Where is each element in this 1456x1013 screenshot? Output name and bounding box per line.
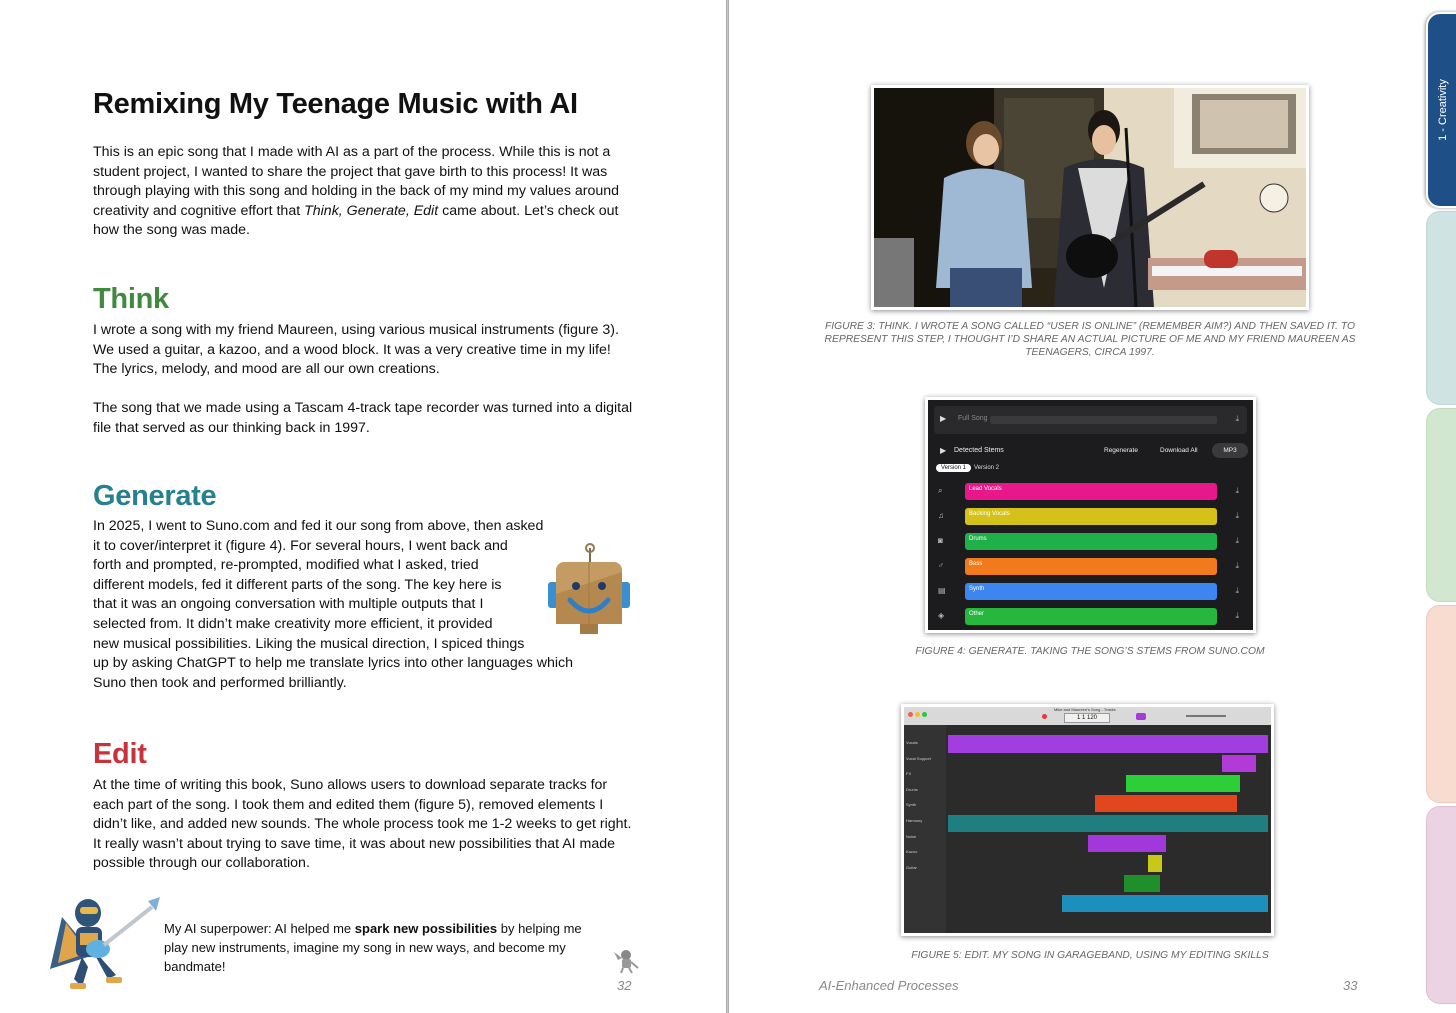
tab-label-wrap [1428, 14, 1456, 206]
stem-bar-other[interactable] [965, 608, 1217, 625]
region-noise[interactable] [1148, 855, 1162, 872]
generate-paragraph [93, 517, 573, 693]
generate-line: it to cover/interpret it (figure 4). For several hours, I went back and [93, 537, 508, 554]
format-select[interactable]: MP3 [1212, 443, 1248, 458]
region-vocals[interactable] [948, 735, 1268, 753]
think-heading: Think [93, 283, 169, 315]
intro-paragraph [93, 143, 633, 241]
track-headers [904, 725, 946, 933]
tab-creativity[interactable] [1426, 12, 1456, 208]
download-icon[interactable]: ⤓ [1235, 511, 1239, 520]
think-paragraph-2: The song that we made using a Tascam 4-track tape recorder was turned into a digital file that served as our thinking back in 1997. [93, 400, 633, 436]
tab-creativity-label: 1 - Creativity [1437, 79, 1449, 141]
region-guitar[interactable] [1062, 895, 1268, 912]
superpower-text [164, 919, 594, 976]
track-name[interactable]: FX [906, 771, 912, 777]
music-note-icon: ♫ [938, 511, 944, 520]
sound-waves-icon: ◈ [938, 611, 945, 620]
stem-bar-backing-vocals[interactable] [965, 508, 1217, 525]
version-1-tab[interactable]: Version 1 [936, 464, 971, 472]
stem-bar-drums[interactable] [965, 533, 1217, 550]
superpower-bold: spark new possibilities [354, 921, 498, 936]
track-name[interactable]: Guitar [906, 864, 917, 870]
generate-heading: Generate [93, 480, 217, 512]
zoom-button[interactable] [922, 712, 927, 717]
figure-3-photo [871, 85, 1309, 310]
lcd-position: 1 1 [1076, 715, 1086, 721]
suno-stems-panel [928, 400, 1253, 630]
generate-line: Suno then took and performed brilliantly. [93, 674, 347, 691]
stem-name: Other [969, 611, 985, 617]
figure-5-garageband-screenshot [901, 704, 1274, 936]
superpower-prefix: My AI superpower: AI helped me [164, 921, 355, 936]
superhero-guitar-illustration [44, 893, 162, 993]
intro-text-2: came about. Let’s check out how the song was made. [93, 202, 619, 239]
full-song-waveform [990, 416, 1217, 424]
play-icon: ▶ [940, 446, 947, 455]
garageband-toolbar [904, 707, 1271, 725]
intro-italic: Think, Generate, Edit [304, 202, 439, 219]
figure-4-caption: FIGURE 4: GENERATE. TAKING THE SONG’S STEMS FROM SUNO.COM [915, 646, 1265, 657]
version-2-tab[interactable]: Version 2 [974, 465, 1000, 471]
stem-bar-synth[interactable] [965, 583, 1217, 600]
volume-slider[interactable] [1186, 715, 1226, 717]
figure-3-caption: FIGURE 3: THINK. I WROTE A SONG CALLED “USER IS ONLINE” (REMEMBER AIM?) AND THEN SAVED IT. TO REPRESENT THIS STEP, I THOUGHT I’D SHARE AN ACTUAL PICTURE OF ME AND MY FRIEND MAUREEN AS TEENAGERS, CIRCA 1997. [824, 321, 1356, 358]
figure-4-suno-screenshot [925, 397, 1256, 633]
window-title: Mike and Maureen's Song - Tracks [1054, 707, 1116, 712]
garageband-window [904, 707, 1271, 933]
timeline-regions [948, 733, 1268, 933]
drum-icon: ◙ [938, 536, 943, 545]
generate-line: that it was an ongoing conversation with multiple outputs that I [93, 596, 484, 613]
synth-icon: ▤ [938, 586, 946, 595]
stem-bar-lead-vocals[interactable] [965, 483, 1217, 500]
stem-name: Synth [969, 586, 985, 592]
right-page-number: 33 [1343, 978, 1358, 993]
guitar-icon: ♂ [938, 561, 944, 570]
page-title: Remixing My Teenage Music with AI [93, 88, 578, 120]
minimize-button[interactable] [915, 712, 920, 717]
tab-chapter-2[interactable] [1426, 211, 1456, 405]
track-name[interactable]: Vocal Support [906, 755, 931, 761]
intro-text-1: This is an epic song that I made with AI as a part of the process. While this is not a student project, I wanted to share the project that gave birth to this process! It was through playing with this song and holding in the back of my mind my values around creativity and cognitive effort that [93, 144, 620, 219]
track-name[interactable]: Harmony [906, 817, 923, 823]
smart-controls-button[interactable] [1136, 713, 1146, 720]
tab-chapter-3[interactable] [1426, 408, 1456, 602]
region-synth[interactable] [948, 815, 1268, 832]
stem-row [934, 605, 1247, 627]
stem-row [934, 480, 1247, 502]
download-icon[interactable]: ⤓ [1235, 486, 1239, 495]
generate-line: In 2025, I went to Suno.com and fed it our song from above, then asked [93, 518, 544, 534]
stem-name: Backing Vocals [969, 511, 1010, 517]
region-drums[interactable] [1095, 795, 1237, 812]
close-button[interactable] [908, 712, 913, 717]
edit-heading: Edit [93, 738, 147, 770]
figure-5-caption: FIGURE 5: EDIT. MY SONG IN GARAGEBAND, USING MY EDITING SKILLS [911, 950, 1269, 961]
stem-row [934, 530, 1247, 552]
stems-header [934, 440, 1247, 462]
robot-illustration [546, 542, 632, 636]
footer-section-title: AI-Enhanced Processes [819, 978, 959, 993]
detected-stems-label: Detected Stems [954, 447, 1004, 454]
stem-row [934, 580, 1247, 602]
download-icon: ⤓ [1235, 414, 1239, 423]
download-icon[interactable]: ⤓ [1235, 611, 1239, 620]
tab-chapter-5[interactable] [1426, 806, 1456, 1004]
track-name[interactable]: Synth [906, 802, 917, 808]
download-all-button[interactable]: Download All [1160, 447, 1198, 454]
track-name[interactable]: Drums [906, 786, 918, 792]
download-icon[interactable]: ⤓ [1235, 536, 1239, 545]
track-name[interactable]: Noise [906, 833, 917, 839]
generate-line: up by asking ChatGPT to help me translate lyrics into other languages which [93, 655, 574, 672]
region-vocal-support[interactable] [1222, 755, 1256, 772]
track-name[interactable]: Vocals [906, 740, 918, 745]
stem-row [934, 555, 1247, 577]
mic-icon: ⌕ [938, 486, 943, 495]
left-page [0, 0, 727, 1013]
region-harmony[interactable] [1088, 835, 1166, 852]
region-fx[interactable] [1126, 775, 1240, 792]
track-name[interactable]: Kazoo [906, 849, 918, 855]
full-song-row [934, 406, 1247, 434]
regenerate-button[interactable]: Regenerate [1104, 447, 1138, 454]
track-names [906, 735, 931, 875]
stem-name: Bass [969, 561, 983, 567]
superpower-suffix: by helping me play new instruments, imagine my song in new ways, and become my bandmate! [164, 921, 582, 974]
generate-line: forth and prompted, re-prompted, modified what I asked, tried [93, 557, 479, 574]
tab-chapter-4[interactable] [1426, 605, 1456, 803]
download-icon[interactable]: ⤓ [1235, 586, 1239, 595]
play-icon: ▶ [940, 414, 947, 423]
region-kazoo[interactable] [1124, 875, 1160, 892]
generate-line: selected from. It didn’t make creativity more efficient, it provided [93, 615, 493, 632]
record-button[interactable] [1042, 714, 1047, 719]
lcd-tempo: 120 [1087, 715, 1098, 721]
stem-bar-bass[interactable] [965, 558, 1217, 575]
teen-band-photo [874, 88, 1306, 307]
generate-line: new musical possibilities. Liking the musical direction, I spiced things [93, 635, 525, 652]
full-song-label: Full Song [958, 415, 988, 422]
stem-row [934, 505, 1247, 527]
stem-name: Drums [969, 536, 987, 542]
edit-paragraph: At the time of writing this book, Suno allows users to download separate tracks for each part of the song. I took them and edited them (figure 5), removed elements I didn’t like, and added new sounds. The whole process took me 1-2 weeks to get right. It really wasn’t about trying to save time, it was about new possibilities that AI made possible through our collaboration. [93, 777, 632, 872]
download-icon[interactable]: ⤓ [1235, 561, 1239, 570]
stem-name: Lead Vocals [969, 486, 1002, 492]
left-page-number: 32 [617, 978, 632, 993]
lcd-display [1064, 713, 1110, 723]
rocket-hero-icon [610, 946, 640, 974]
think-paragraph-1: I wrote a song with my friend Maureen, using various musical instruments (figure 3). We used a guitar, a kazoo, and a wood block. It was a very creative time in my life! The lyrics, melody, and mood are all our own creations. [93, 322, 619, 378]
generate-line: different models, fed it different parts of the song. The key here is [93, 576, 502, 593]
